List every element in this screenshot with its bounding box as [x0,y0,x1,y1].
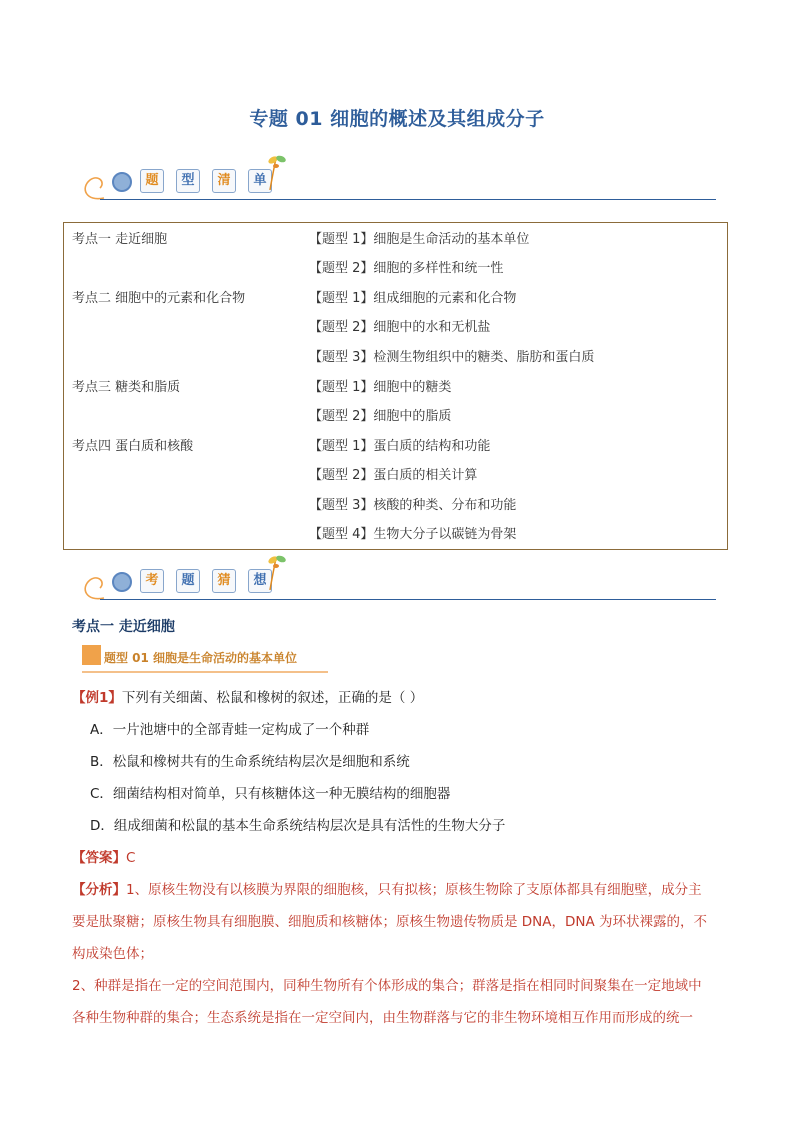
toc-type: 【题型 1】细胞中的糖类 [309,380,452,395]
toc-type: 【题型 2】细胞中的水和无机盐 [309,320,491,335]
analysis-text: 1、原核生物没有以核膜为界限的细胞核，只有拟核；原核生物除了支原体都具有细胞壁，成分主 [126,882,702,898]
example-label: 【例1】 [72,690,122,706]
toc-topic: 考点三 糖类和脂质 [72,380,181,395]
answer-label: 【答案】 [72,850,126,866]
toc-type: 【题型 3】核酸的种类、分布和功能 [309,498,517,513]
question-type-label: 题型 01 细胞是生命活动的基本单位 [104,651,298,665]
toc-topic: 考点一 走近细胞 [72,232,168,247]
toc-topic: 考点四 蛋白质和核酸 [72,439,194,454]
analysis-line-4: 2、种群是指在一定的空间范围内，同种生物所有个体形成的集合；群落是指在相同时间聚集在一定地域中 [72,978,702,994]
orange-block-icon [82,645,101,665]
circle-bullet-icon [112,172,132,192]
banner-char-box: 清 [212,169,236,193]
banner-char-box: 单 [248,169,272,193]
section-heading: 考点一 走近细胞 [72,619,175,635]
analysis-line-1 [72,878,702,898]
analysis-line-5: 各种生物种群的集合；生态系统是指在一定空间内，由生物群落与它的非生物环境相互作用而形成的统一 [72,1010,693,1026]
option-c: C．细菌结构相对简单，只有核糖体这一种无膜结构的细胞器 [90,786,451,802]
toc-type: 【题型 3】检测生物组织中的糖类、脂肪和蛋白质 [309,350,595,365]
toc-type: 【题型 1】组成细胞的元素和化合物 [309,291,517,306]
circle-bullet-icon [112,572,132,592]
example-stem [72,686,423,706]
banner-char-box: 想 [248,569,272,593]
banner-char-box: 型 [176,169,200,193]
question-type-underline [82,671,328,673]
sprout-icon [264,552,290,592]
example-stem-text: 下列有关细菌、松鼠和橡树的叙述，正确的是（ ） [121,690,424,706]
toc-type: 【题型 2】蛋白质的相关计算 [309,468,478,483]
topic-list-box [63,222,728,550]
toc-type: 【题型 2】细胞中的脂质 [309,409,452,424]
banner-char-box: 题 [140,169,164,193]
answer-value: C [126,850,136,866]
toc-type: 【题型 2】细胞的多样性和统一性 [309,261,504,276]
answer-line [72,846,135,866]
page-title: 专题 01 细胞的概述及其组成分子 [249,108,545,130]
question-predictions-banner [76,558,716,610]
analysis-label: 【分析】 [72,882,126,898]
banner-char-box: 题 [176,569,200,593]
toc-type: 【题型 1】细胞是生命活动的基本单位 [309,232,530,247]
option-b: B．松鼠和橡树共有的生命系统结构层次是细胞和系统 [90,754,410,770]
question-type-tag [82,645,330,675]
toc-type: 【题型 1】蛋白质的结构和功能 [309,439,491,454]
banner-underline [100,199,716,200]
banner-underline [100,599,716,600]
option-d: D．组成细菌和松鼠的基本生命系统结构层次是具有活性的生物大分子 [90,818,506,834]
option-a: A．一片池塘中的全部青蛙一定构成了一个种群 [90,722,370,738]
analysis-line-2: 要是肽聚糖；原核生物具有细胞膜、细胞质和核糖体；原核生物遗传物质是 DNA，DNA 为环状裸露的，不 [72,914,708,930]
toc-topic: 考点二 细胞中的元素和化合物 [72,291,246,306]
toc-type: 【题型 4】生物大分子以碳链为骨架 [309,527,517,542]
question-types-banner [76,158,716,210]
analysis-line-3: 构成染色体； [72,946,153,962]
banner-char-box: 猜 [212,569,236,593]
sprout-icon [264,152,290,192]
banner-char-box: 考 [140,569,164,593]
